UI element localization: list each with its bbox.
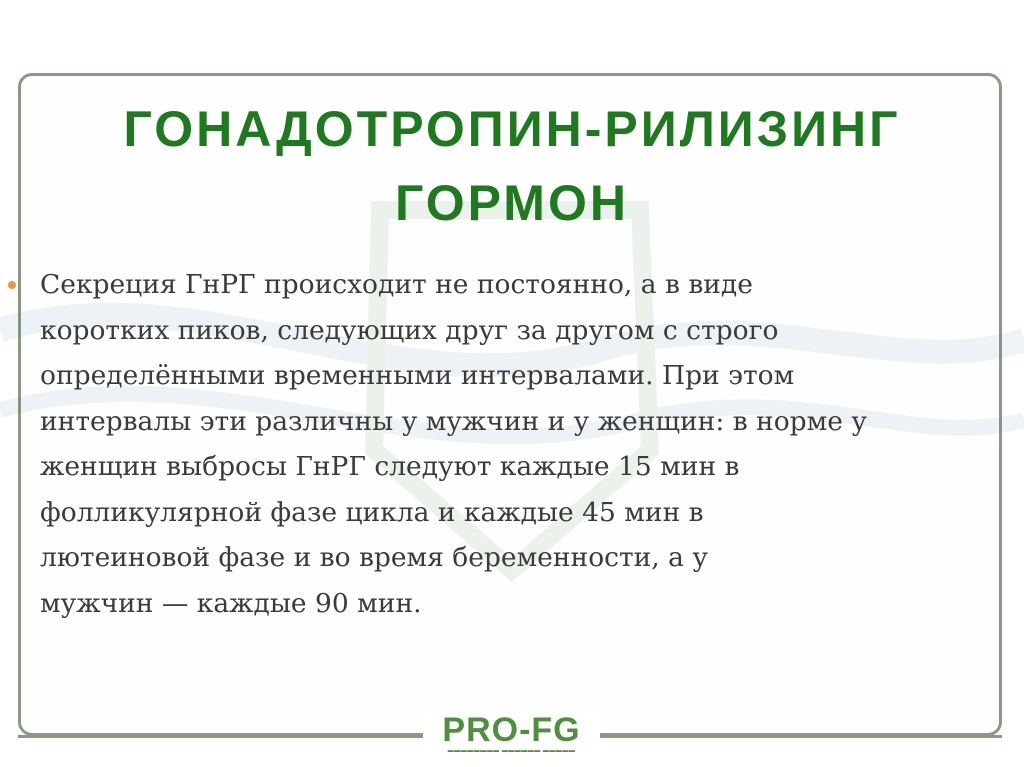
title-line-2: ГОРМОН [395, 175, 629, 231]
body-paragraph: Секреция ГнРГ происходит не постоянно, а в виде коротких пиков, следующих друг за другом с строго определёнными временными интервалами. При этом интервалы эти различны у мужчин и у женщин: в норме у женщин выбросы ГнРГ следуют каждые 15 мин в фолликулярной фазе цикла и каждые 45 мин в лютеиновой фазе и во время беременности, а у мужчин — каждые 90 мин. [40, 269, 867, 619]
title-line-1: ГОНАДОТРОПИН-РИЛИЗИНГ [123, 101, 901, 157]
profg-logo [423, 712, 600, 758]
slide-title [20, 92, 1004, 240]
logo-tagline: ▬▬▬▬▬▬▬▬ ▬▬▬▬▬▬ ▬▬▬▬▬ [447, 748, 576, 754]
footer-divider-left [18, 735, 423, 738]
bullet-icon [8, 281, 16, 289]
footer-divider-right [600, 735, 1002, 738]
logo-wordmark: PRO-FG [442, 711, 581, 749]
